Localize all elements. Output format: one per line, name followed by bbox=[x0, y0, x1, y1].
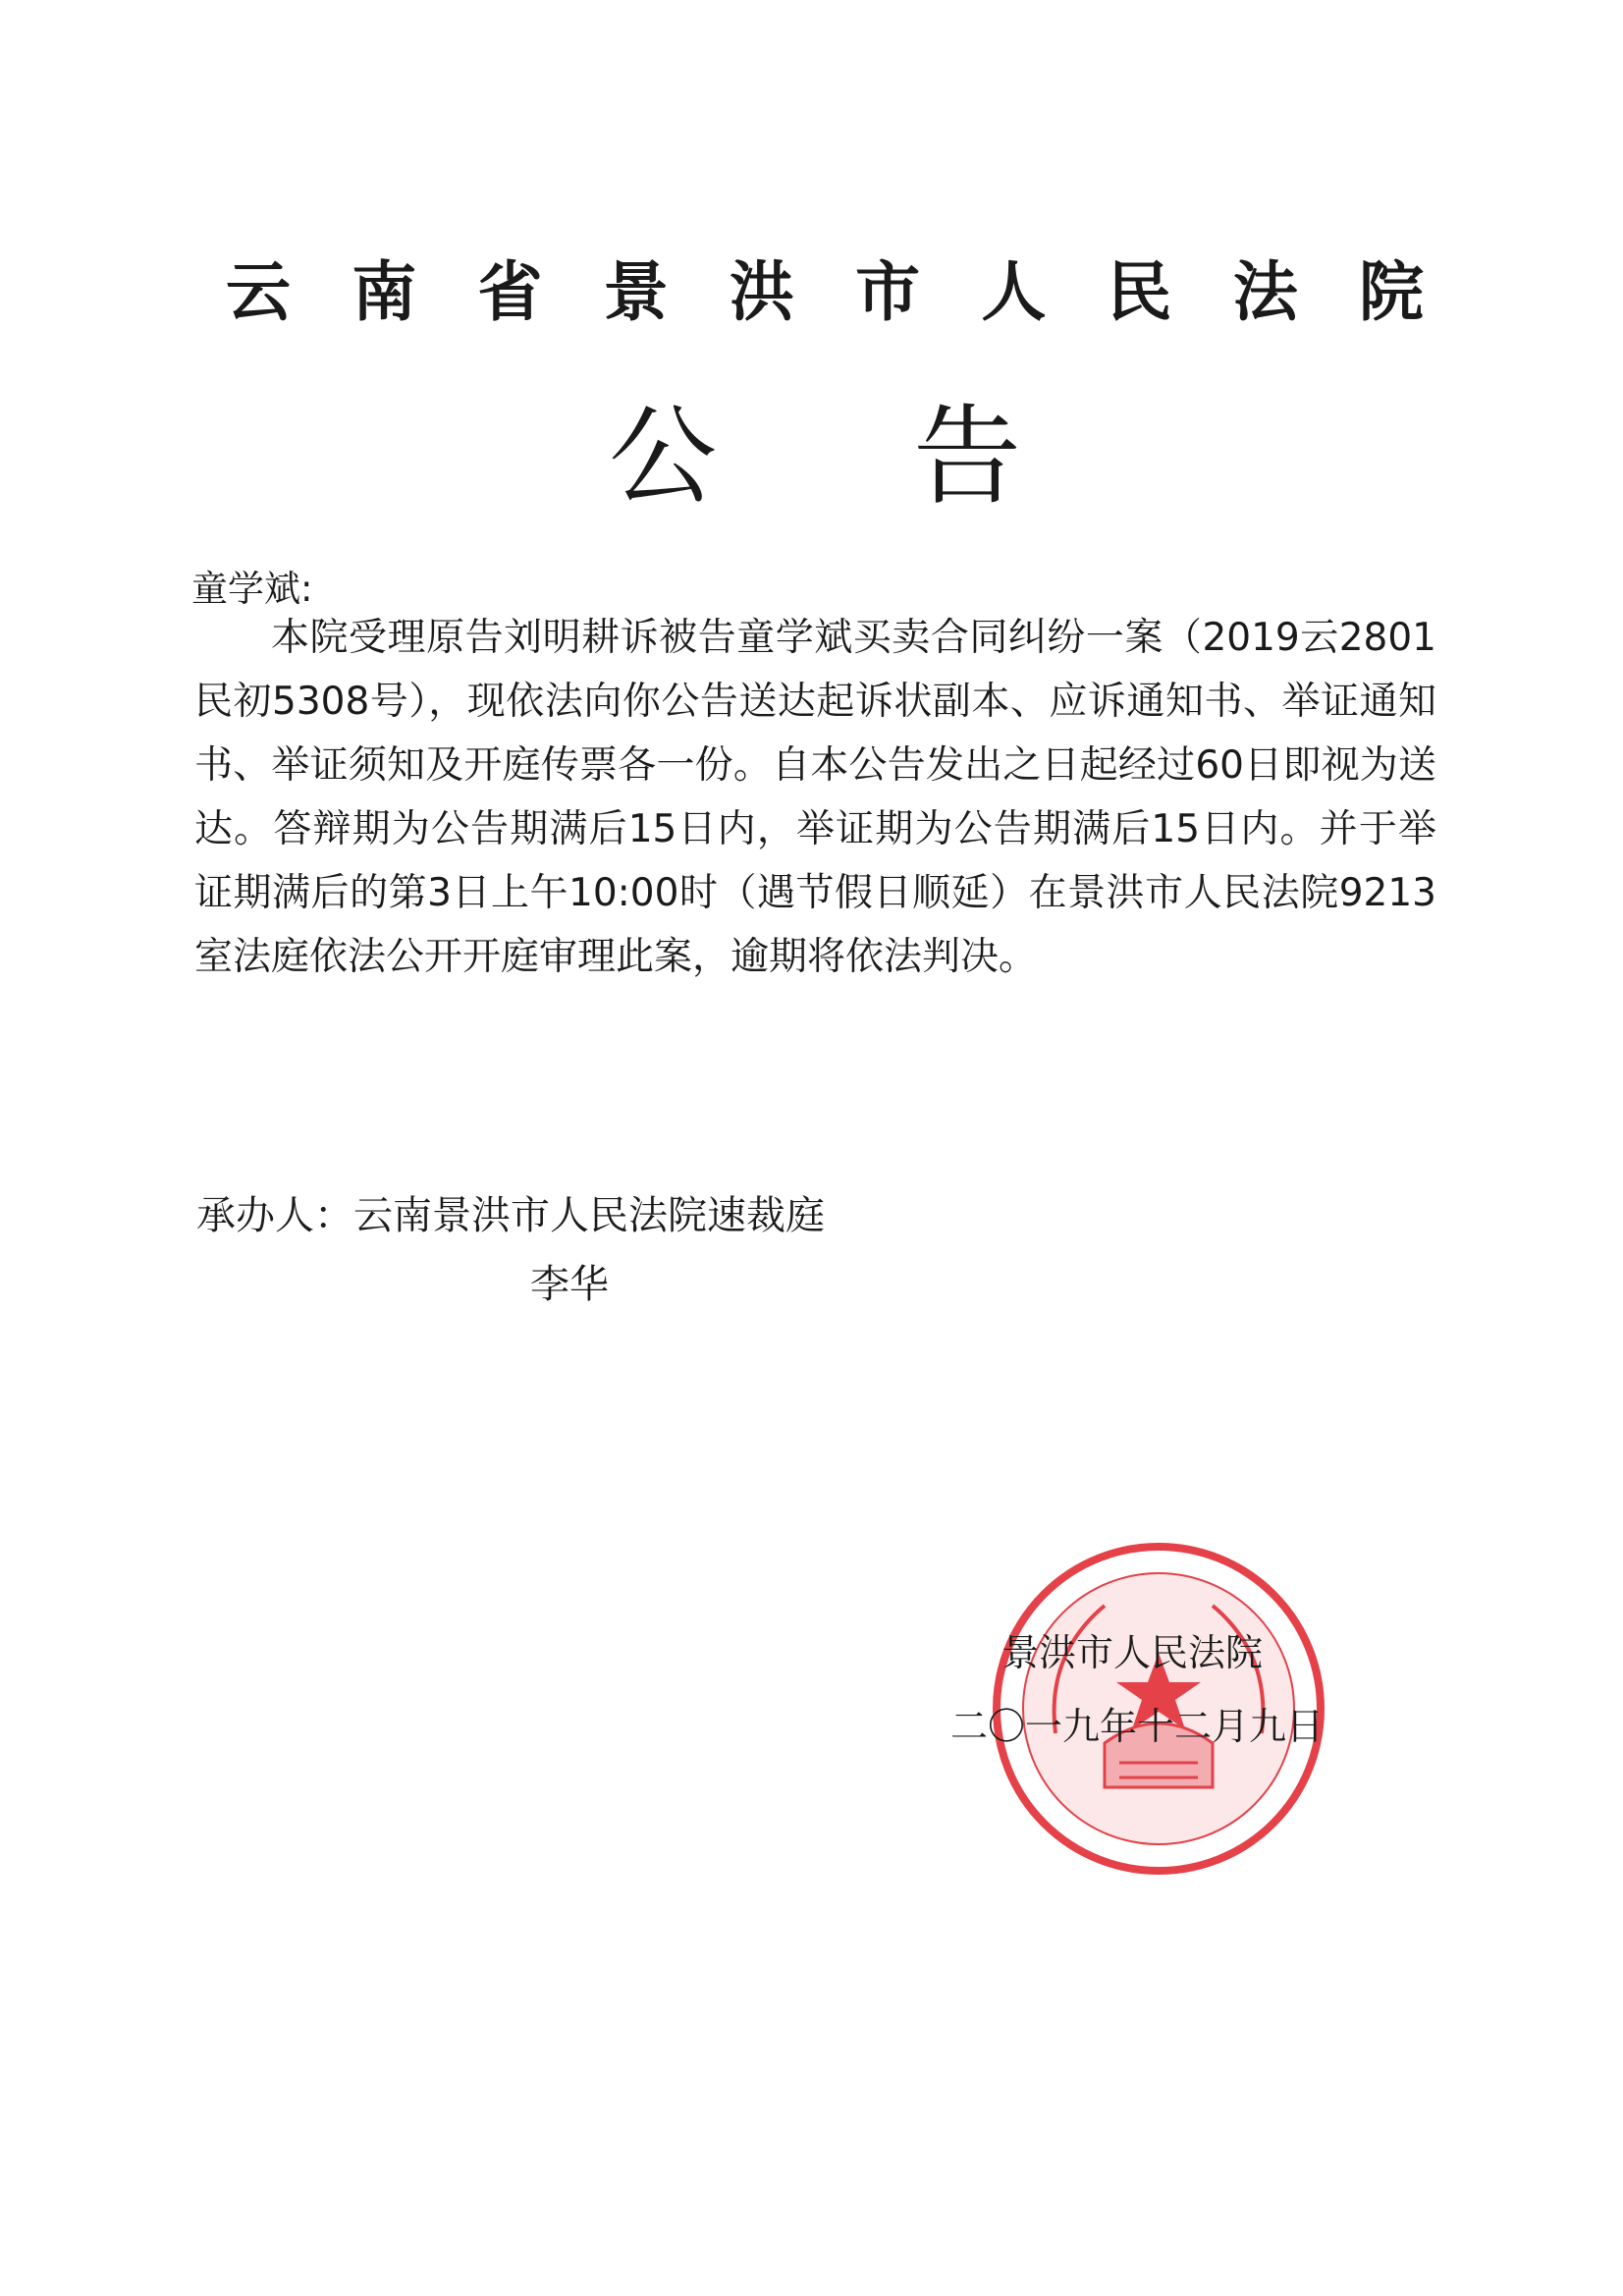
court-name-char: 法 bbox=[1232, 254, 1298, 330]
notice-heading-char: 公 bbox=[609, 394, 717, 519]
signature-date: 二〇一九年十二月九日 bbox=[950, 1705, 1325, 1748]
court-name-char: 景 bbox=[603, 254, 669, 330]
notice-heading-char: 告 bbox=[913, 394, 1021, 519]
notice-heading bbox=[609, 394, 1021, 519]
court-name-char: 云 bbox=[226, 254, 291, 330]
court-name-char: 人 bbox=[981, 254, 1047, 330]
court-name-char: 市 bbox=[855, 254, 921, 330]
handler-name: 李华 bbox=[530, 1262, 609, 1307]
court-name-char: 洪 bbox=[729, 254, 794, 330]
court-name-heading bbox=[226, 253, 1424, 332]
handler-line: 承办人：云南景洪市人民法院速裁庭 bbox=[196, 1193, 825, 1238]
signature-court: 景洪市人民法院 bbox=[1001, 1631, 1264, 1674]
court-name-char: 院 bbox=[1358, 254, 1424, 330]
notice-body: 本院受理原告刘明耕诉被告童学斌买卖合同纠纷一案（2019云2801民初5308号），现依法向你公告送达起诉状副本、应诉通知书、举证通知书、举证须知及开庭传票各一份。自本公告发出之日起经过60日即视为送达。答辩期为公告期满后15日内，举证期为公告期满后15日内。并于举证期满后的第3日上午10:00时（遇节假日顺延）在景洪市人民法院9213室法庭依法公开开庭审理此案，逾期将依法判决。 bbox=[194, 616, 1436, 979]
court-name-char: 民 bbox=[1107, 254, 1172, 330]
court-name-char: 南 bbox=[352, 254, 417, 330]
addressee: 童学斌: bbox=[191, 568, 313, 610]
court-name-char: 省 bbox=[477, 254, 543, 330]
